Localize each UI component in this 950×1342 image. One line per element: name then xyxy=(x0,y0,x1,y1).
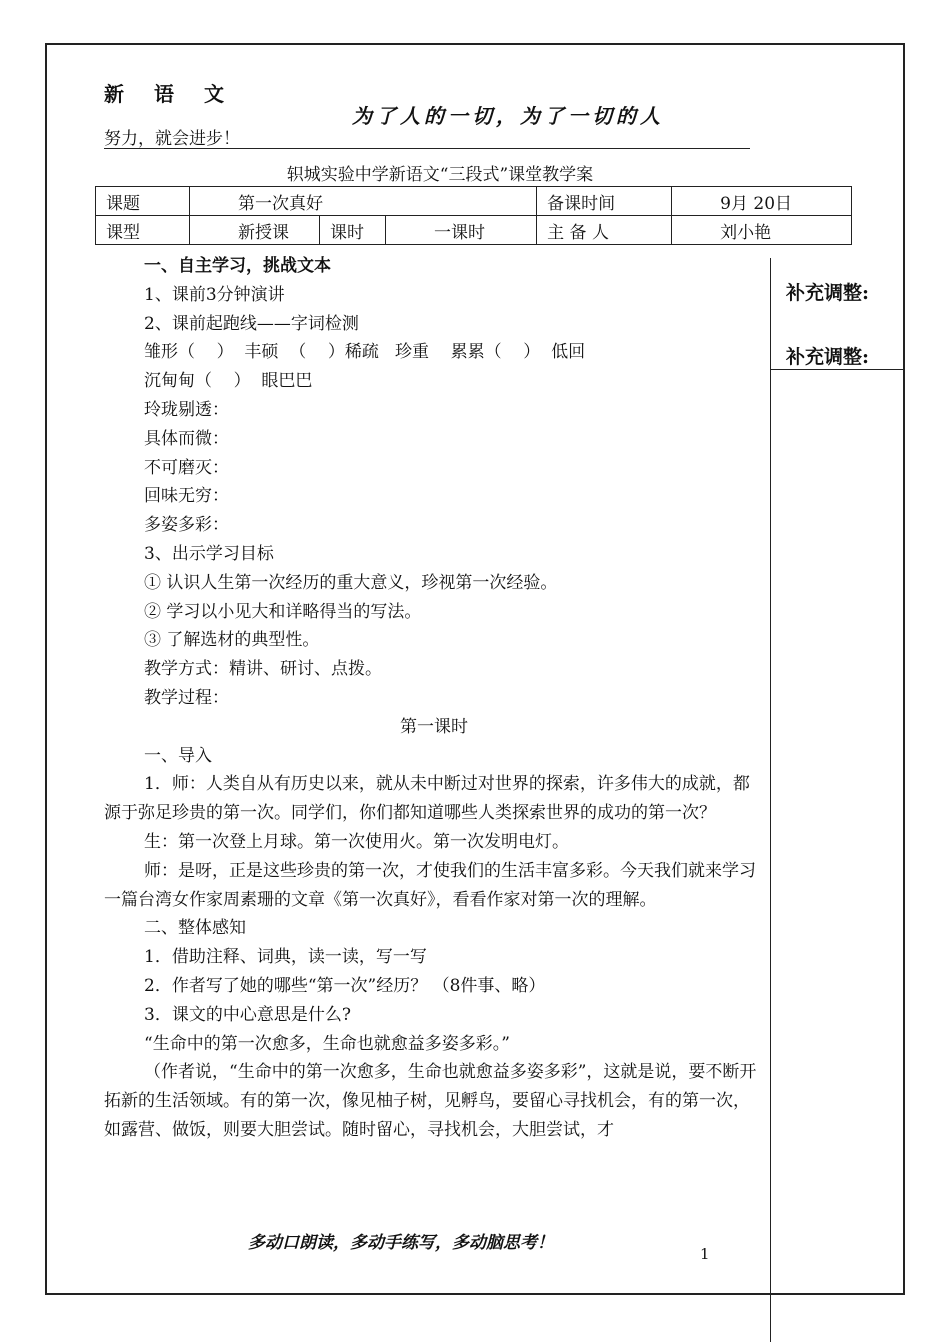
phrase-item: 不可磨灭： xyxy=(144,457,229,478)
vocab-line: 沉甸甸（ ） 眼巴巴 xyxy=(144,371,313,392)
goal-item: ② 学习以小见大和详略得当的写法。 xyxy=(144,601,422,622)
question-item: 1．借助注释、词典，读一读，写一写 xyxy=(144,947,427,968)
teaching-method: 教学方式：精讲、研讨、点拨。 xyxy=(144,659,382,680)
list-item: 2、课前起跑线——字词检测 xyxy=(144,313,359,334)
lesson-info-table xyxy=(95,186,852,245)
paragraph: （作者说，“生命中的第一次愈多，生命也就愈益多姿多彩”，这就是说，要不断开拓新的生活领域。有的第一次，像见柚子树，见孵鸟，要留心寻找机会，有的第一次，如露营、做饭，则要大胆尝试。随时留心，寻找机会，大胆尝试，才 xyxy=(104,1062,757,1140)
topic-label: 课题 xyxy=(96,187,190,216)
teaching-process: 教学过程： xyxy=(144,687,229,708)
document-title: 轵城实验中学新语文“三段式”课堂教学案 xyxy=(286,165,594,185)
list-item: 1、课前3分钟演讲 xyxy=(144,284,285,305)
phrase-item: 多姿多彩： xyxy=(144,515,229,536)
paragraph: 生：第一次登上月球。第一次使用火。第一次发明电灯。 xyxy=(144,831,569,852)
prep-time-label: 备课时间 xyxy=(537,187,672,216)
period-title: 第一课时 xyxy=(400,716,468,737)
type-label: 课型 xyxy=(96,216,190,245)
phrase-item: 玲珑剔透： xyxy=(144,399,229,420)
period-value: 一课时 xyxy=(386,216,537,245)
info-row-topic xyxy=(96,187,852,216)
preparer-label: 主 备 人 xyxy=(537,216,672,245)
paragraph: 1．师：人类自从有历史以来，就从未中断过对世界的探索，许多伟大的成就，都源于弥足珍贵的第一次。同学们，你们都知道哪些人类探索世界的成功的第一次？ xyxy=(104,774,750,824)
info-row-type xyxy=(96,216,852,245)
header-slogan: 努力，就会进步！ xyxy=(104,129,240,149)
question-item: 3．课文的中心意思是什么? xyxy=(144,1004,351,1025)
prep-time-value: 9月 20日 xyxy=(672,187,852,216)
phrase-item: 回味无穷： xyxy=(144,486,229,507)
section-heading-intro: 一、导入 xyxy=(144,745,212,766)
header-rule xyxy=(104,148,750,149)
header-title: 新语文 xyxy=(104,82,254,106)
sidebar-divider xyxy=(770,258,771,1342)
section-heading-self-study: 一、自主学习，挑战文本 xyxy=(144,256,331,276)
quote: “生命中的第一次愈多，生命也就愈益多姿多彩。” xyxy=(144,1033,510,1054)
list-item: 3、出示学习目标 xyxy=(144,543,274,564)
phrase-item: 具体而微： xyxy=(144,428,229,449)
paragraph: 师：是呀，正是这些珍贵的第一次，才使我们的生活丰富多彩。今天我们就来学习一篇台湾女作家周素珊的文章《第一次真好》，看看作家对第一次的理解。 xyxy=(104,860,756,910)
footer-motto: 多动口朗读，多动手练写，多动脑思考！ xyxy=(248,1233,554,1253)
period-label: 课时 xyxy=(320,216,386,245)
type-value: 新授课 xyxy=(190,216,320,245)
vocab-line: 雏形（ ） 丰硕 （ ）稀疏 珍重 累累（ ） 低回 xyxy=(144,342,586,363)
sidebar-label-1: 补充调整: xyxy=(786,282,870,304)
sidebar-label-2: 补充调整: xyxy=(786,346,870,368)
section-heading-overview: 二、整体感知 xyxy=(144,918,246,939)
goal-item: ③ 了解选材的典型性。 xyxy=(144,630,320,651)
question-item: 2．作者写了她的哪些“第一次”经历？ （8件事、略） xyxy=(144,975,546,996)
topic-value: 第一次真好 xyxy=(190,187,537,216)
goal-item: ① 认识人生第一次经历的重大意义，珍视第一次经验。 xyxy=(144,572,558,593)
page-number: 1 xyxy=(700,1245,710,1263)
lesson-content xyxy=(104,252,764,1145)
header-motto: 为了人的一切，为了一切的人 xyxy=(352,104,664,128)
preparer-value: 刘小艳 xyxy=(672,216,852,245)
